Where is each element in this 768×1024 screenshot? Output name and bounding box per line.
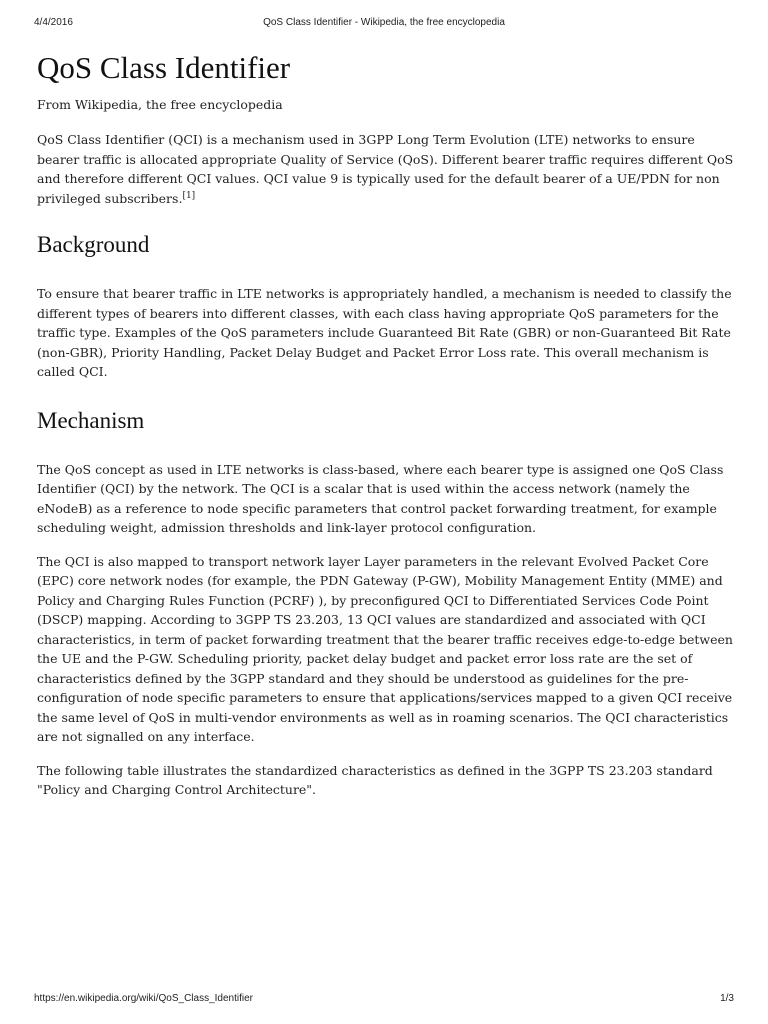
- mechanism-paragraph-3: The following table illustrates the standardized characteristics as defined in the 3GPP TS 23.203 standard "Policy and Charging Control Architecture".: [37, 762, 713, 797]
- mechanism-paragraph-1: The QoS concept as used in LTE networks is class-based, where each bearer type is assigned one QoS Class Identifier (QCI) by the network. The QCI is a scalar that is used within the access network (namely the eNodeB) as a reference to node specific parameters that control packet forwarding treatment, for example scheduling weight, admission thresholds and link-layer protocol configuration.: [37, 461, 724, 535]
- article-body: [37, 48, 737, 800]
- intro-text: QoS Class Identifier (QCI) is a mechanism used in 3GPP Long Term Evolution (LTE) networks to ensure bearer traffic is allocated appropriate Quality of Service (QoS). Different bearer traffic requires different QoS and therefore different QCI values. QCI value 9 is typically used for the default bearer of a UE/PDN for non privileged subscribers.: [37, 132, 734, 206]
- print-footer-url: https://en.wikipedia.org/wiki/QoS_Class_Identifier: [34, 993, 253, 1004]
- page-subtitle: From Wikipedia, the free encyclopedia: [37, 97, 283, 112]
- background-paragraph: To ensure that bearer traffic in LTE networks is appropriately handled, a mechanism is needed to classify the different types of bearers into different classes, with each class having appropriate QoS parameters for the traffic type. Examples of the QoS parameters include Guaranteed Bit Rate (GBR) or non-Guaranteed Bit Rate (non-GBR), Priority Handling, Packet Delay Budget and Packet Error Loss rate. This overall mechanism is called QCI.: [37, 286, 732, 379]
- intro-paragraph: [37, 130, 737, 208]
- print-header-title: QoS Class Identifier - Wikipedia, the free encyclopedia: [263, 17, 505, 28]
- print-date: 4/4/2016: [34, 17, 73, 28]
- mechanism-paragraph-2: The QCI is also mapped to transport network layer Layer parameters in the relevant Evolved Packet Core (EPC) core network nodes (for example, the PDN Gateway (P-GW), Mobility Management Entity (MME) and Policy and Charging Rules Function (PCRF) ), by preconfigured QCI to Differentiated Services Code Point (DSCP) mapping. According to 3GPP TS 23.203, 13 QCI values are standardized and associated with QCI characteristics, in term of packet forwarding treatment that the bearer traffic receives edge-to-edge between the UE and the P-GW. Scheduling priority, packet delay budget and packet error loss rate are the set of characteristics defined by the 3GPP standard and they should be understood as guidelines for the pre-configuration of node specific parameters to ensure that applications/services mapped to a given QCI receive the same level of QoS in multi-vendor environments as well as in roaming scenarios. The QCI characteristics are not signalled on any interface.: [37, 553, 733, 744]
- section-heading-background: Background: [37, 232, 150, 257]
- page-title: QoS Class Identifier: [37, 50, 291, 85]
- page-number: 1/3: [720, 993, 734, 1004]
- citation-link[interactable]: [1]: [182, 190, 196, 201]
- section-heading-mechanism: Mechanism: [37, 407, 145, 433]
